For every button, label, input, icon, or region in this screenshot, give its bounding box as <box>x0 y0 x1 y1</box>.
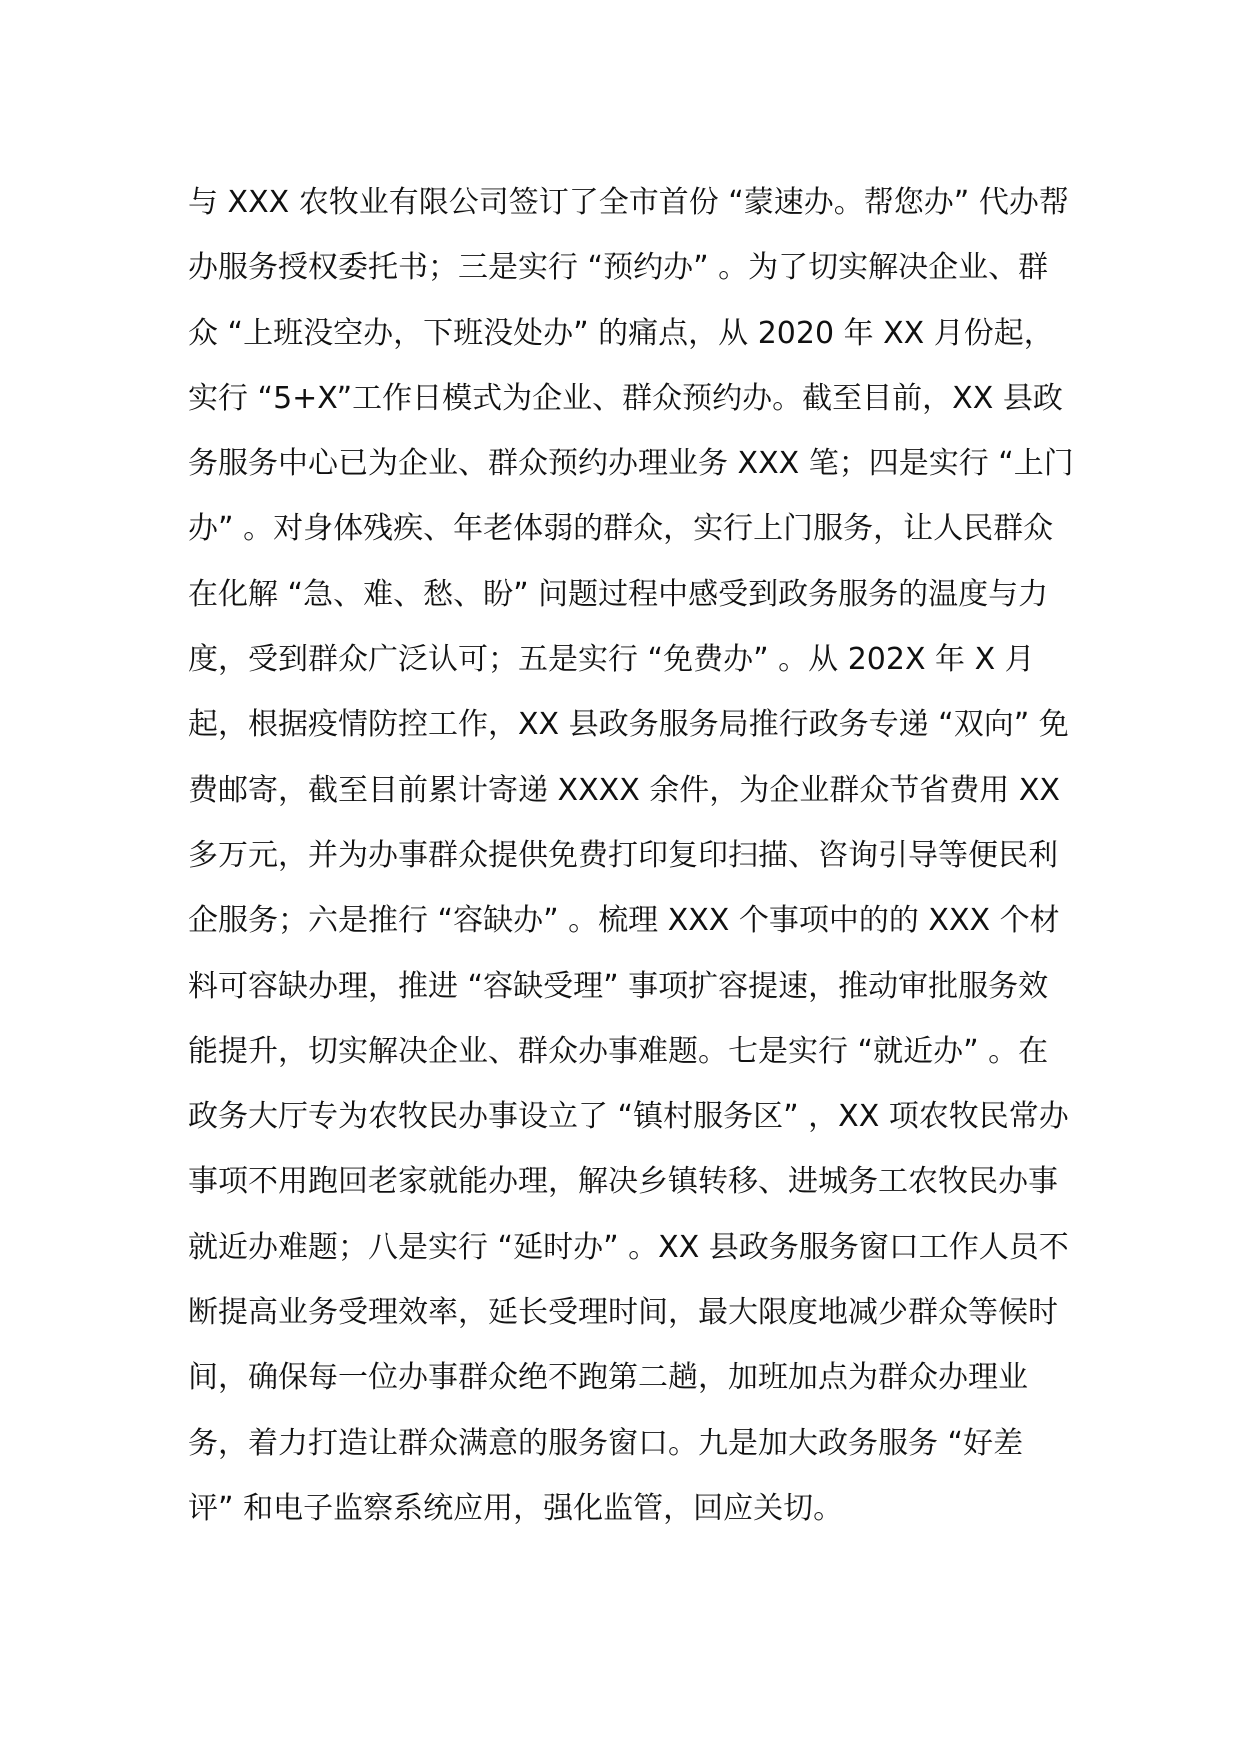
text-line-18: 断提高业务受理效率，延长受理时间，最大限度地减少群众等候时 <box>188 1295 1058 1331</box>
text-line-14: 能提升，切实解决企业、群众办事难题。七是实行 “就近办” 。在 <box>188 1033 1049 1069</box>
text-line-8: 度，受到群众广泛认可；五是实行 “免费办” 。从 202X 年 X 月 <box>188 642 1035 678</box>
body-paragraph <box>188 170 1074 1541</box>
text-line-9: 起，根据疫情防控工作，XX 县政务服务局推行政务专递 “双向” 免 <box>188 707 1069 743</box>
text-line-13: 料可容缺办理，推进 “容缺受理” 事项扩容提速，推动审批服务效 <box>188 968 1049 1004</box>
text-line-1: 与 XXX 农牧业有限公司签订了全市首份 “蒙速办。帮您办” 代办帮 <box>188 185 1069 220</box>
text-line-2: 办服务授权委托书；三是实行 “预约办” 。为了切实解决企业、群 <box>188 250 1049 286</box>
text-line-12: 企服务；六是推行 “容缺办” 。梳理 XXX 个事项中的的 XXX 个材 <box>188 903 1060 939</box>
text-line-3: 众 “上班没空办，下班没处办” 的痛点，从 2020 年 XX 月份起， <box>188 315 1054 351</box>
text-line-17: 就近办难题；八是实行 “延时办” 。XX 县政务服务窗口工作人员不 <box>188 1229 1069 1265</box>
text-line-6: 办” 。对身体残疾、年老体弱的群众，实行上门服务，让人民群众 <box>188 511 1054 547</box>
text-line-16: 事项不用跑回老家就能办理，解决乡镇转移、进城务工农牧民办事 <box>188 1164 1058 1200</box>
text-line-21: 评” 和电子监察系统应用，强化监管，回应关切。 <box>188 1490 844 1526</box>
text-line-10: 费邮寄，截至目前累计寄递 XXXX 余件，为企业群众节省费用 XX <box>188 772 1060 808</box>
text-line-15: 政务大厅专为农牧民办事设立了 “镇村服务区” ，XX 项农牧民常办 <box>188 1099 1069 1135</box>
text-line-5: 务服务中心已为企业、群众预约办理业务 XXX 笔；四是实行 “上门 <box>188 446 1074 482</box>
text-line-4: 实行 “5+X”工作日模式为企业、群众预约办。截至目前，XX 县政 <box>188 380 1063 416</box>
text-line-7: 在化解 “急、难、愁、盼” 问题过程中感受到政务服务的温度与力 <box>188 576 1049 612</box>
text-line-20: 务，着力打造让群众满意的服务窗口。九是加大政务服务 “好差 <box>188 1425 1024 1461</box>
text-line-19: 间，确保每一位办事群众绝不跑第二趟，加班加点为群众办理业 <box>188 1360 1028 1396</box>
text-line-11: 多万元，并为办事群众提供免费打印复印扫描、咨询引导等便民利 <box>188 837 1058 873</box>
